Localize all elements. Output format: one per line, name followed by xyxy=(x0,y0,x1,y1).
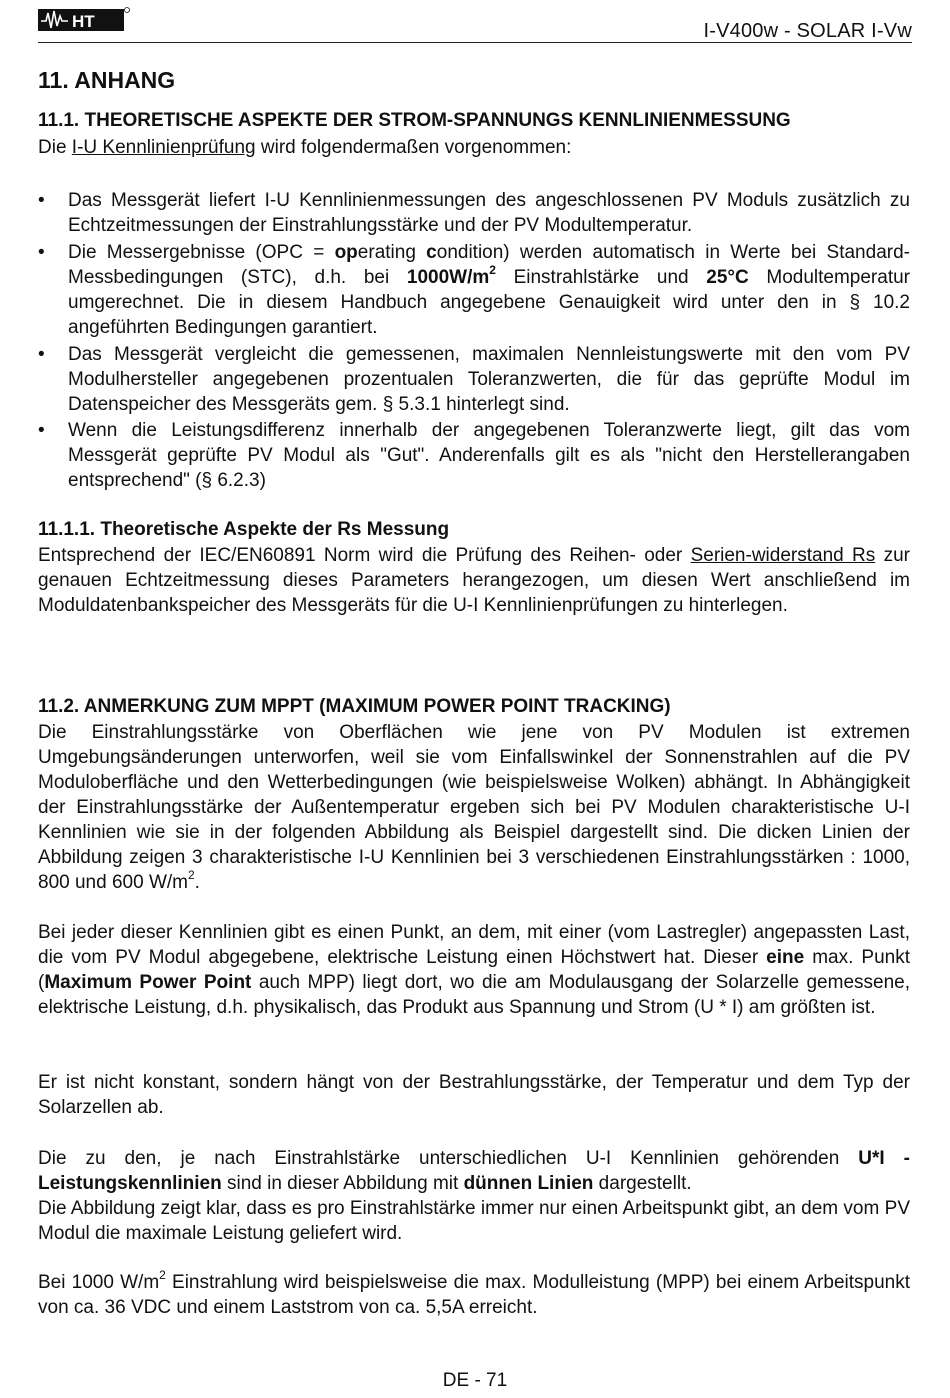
bullet-icon: • xyxy=(38,344,45,365)
page-header xyxy=(38,6,912,43)
page-number: DE - 71 xyxy=(442,1370,508,1391)
bullet-item: • Die Messergebnisse (OPC = operating condition) werden automatisch in Werte bei Standard-Messbedingungen (STC), d.h. bei $1000W/m^2$ Einstrahlstärke und 25°C Modultemperatur umgerechnet. Die in diesem Handbuch angegebene Genauigkeit wird unter den in § 10.2 angeführten Bedingungen garantiert. xyxy=(38,242,910,338)
bullet-icon: • xyxy=(38,242,45,263)
section-11-1-1-title: 11.1.1. Theoretische Aspekte der Rs Messung xyxy=(38,519,450,540)
section-11-2-title: 11.2. ANMERKUNG ZUM MPPT (MAXIMUM POWER POINT TRACKING) xyxy=(38,696,671,717)
mppt-paragraph-1: Die Einstrahlungsstärke von Oberflächen wie jene von PV Modulen ist extremen Umgebungsänderungen unterworfen, weil sie vom Einfallswinkel der Sonnenstrahlen auf die PV Moduloberfläche und den Wetterbedingungen (wie beispielsweise Wolken) abhängt. In Abhängigkeit der Einstrahlungsstärke der Außentemperatur ergeben sich bei PV Modulen charakteristische U-I Kennlinien wie sie in der folgenden Abbildung als Beispiel dargestellt sind. Die dicken Linien der Abbildung zeigen 3 charakteristische I-U Kennlinien bei 3 verschiedenen Einstrahlungsstärken : 1000, 800 und 600 $W/m^2$. xyxy=(38,722,910,893)
section-11-1-1-text: Entsprechend der IEC/EN60891 Norm wird die Prüfung des Reihen- oder Serien-widerstand Rs zur genauen Echtzeitmessung dieses Parameters herangezogen, um diesen Wert anschließend im Moduldatenbankspeicher des Messgeräts für die U-I Kennlinienprüfungen zu hinterlegen. xyxy=(38,545,910,616)
mppt-paragraph-4: Die zu den, je nach Einstrahlstärke unterschiedlichen U-I Kennlinien gehörenden U*I - Leistungskennlinien sind in dieser Abbildung mit dünnen Linien dargestellt. xyxy=(38,1148,910,1194)
section-11-1-intro: Die I-U Kennlinienprüfung wird folgendermaßen vorgenommen: xyxy=(38,137,572,158)
ht-logo xyxy=(38,6,130,34)
bullet-item: • Das Messgerät liefert I-U Kennlinienmessungen des angeschlossenen PV Moduls zusätzlich zu Echtzeitmessungen der Einstrahlungsstärke und der PV Modultemperatur. xyxy=(38,190,910,236)
mppt-paragraph-3: Er ist nicht konstant, sondern hängt von der Bestrahlungsstärke, der Temperatur und dem Typ der Solarzellen ab. xyxy=(38,1072,910,1118)
section-11-1-title: 11.1. THEORETISCHE ASPEKTE DER STROM-SPANNUNGS KENNLINIENMESSUNG xyxy=(38,110,791,131)
chapter-title: 11. ANHANG xyxy=(38,67,176,93)
logo-text: HT xyxy=(72,12,95,31)
mppt-paragraph-6: Bei 1000 $W/m^2$ Einstrahlung wird beispielsweise die max. Modulleistung (MPP) bei einem Arbeitspunkt von ca. 36 VDC und einem Laststrom von ca. 5,5A erreicht. xyxy=(38,1267,910,1318)
bullet-item: • Wenn die Leistungsdifferenz innerhalb der angegebenen Toleranzwerte liegt, gilt das vom Messgerät geprüfte PV Modul als "Gut". Anderenfalls gilt es als "nicht den Herstellerangaben entsprechend" (§ 6.2.3) xyxy=(38,420,910,491)
bullet-item: • Das Messgerät vergleicht die gemessenen, maximalen Nennleistungswerte mit den vom PV Modulhersteller angegebenen prozentualen Toleranzwerten, die für das geprüfte Modul im Datenspeicher des Messgeräts gem. § 5.3.1 hinterlegt sind. xyxy=(38,344,910,415)
mppt-paragraph-2: Bei jeder dieser Kennlinien gibt es einen Punkt, an dem, mit einer (vom Lastregler) angepassten Last, die vom PV Modul abgegebene, elektrische Leistung einen Höchstwert hat. Dieser eine max. Punkt (Maximum Power Point auch MPP) liegt dort, wo die am Modulausgang der Solarzelle gemessene, elektrische Leistung, d.h. physikalisch, das Produkt aus Spannung und Strom (U * I) am größten ist. xyxy=(38,922,910,1018)
bullet-icon: • xyxy=(38,420,45,441)
model-title: I-V400w - SOLAR I-Vw xyxy=(703,20,912,42)
bullet-icon: • xyxy=(38,190,45,211)
mppt-paragraph-5: Die Abbildung zeigt klar, dass es pro Einstrahlstärke immer nur einen Arbeitspunkt gibt, an dem vom PV Modul die maximale Leistung geliefert wird. xyxy=(38,1198,910,1244)
iu-link-text: I-U Kennlinienprüfung xyxy=(71,137,256,158)
